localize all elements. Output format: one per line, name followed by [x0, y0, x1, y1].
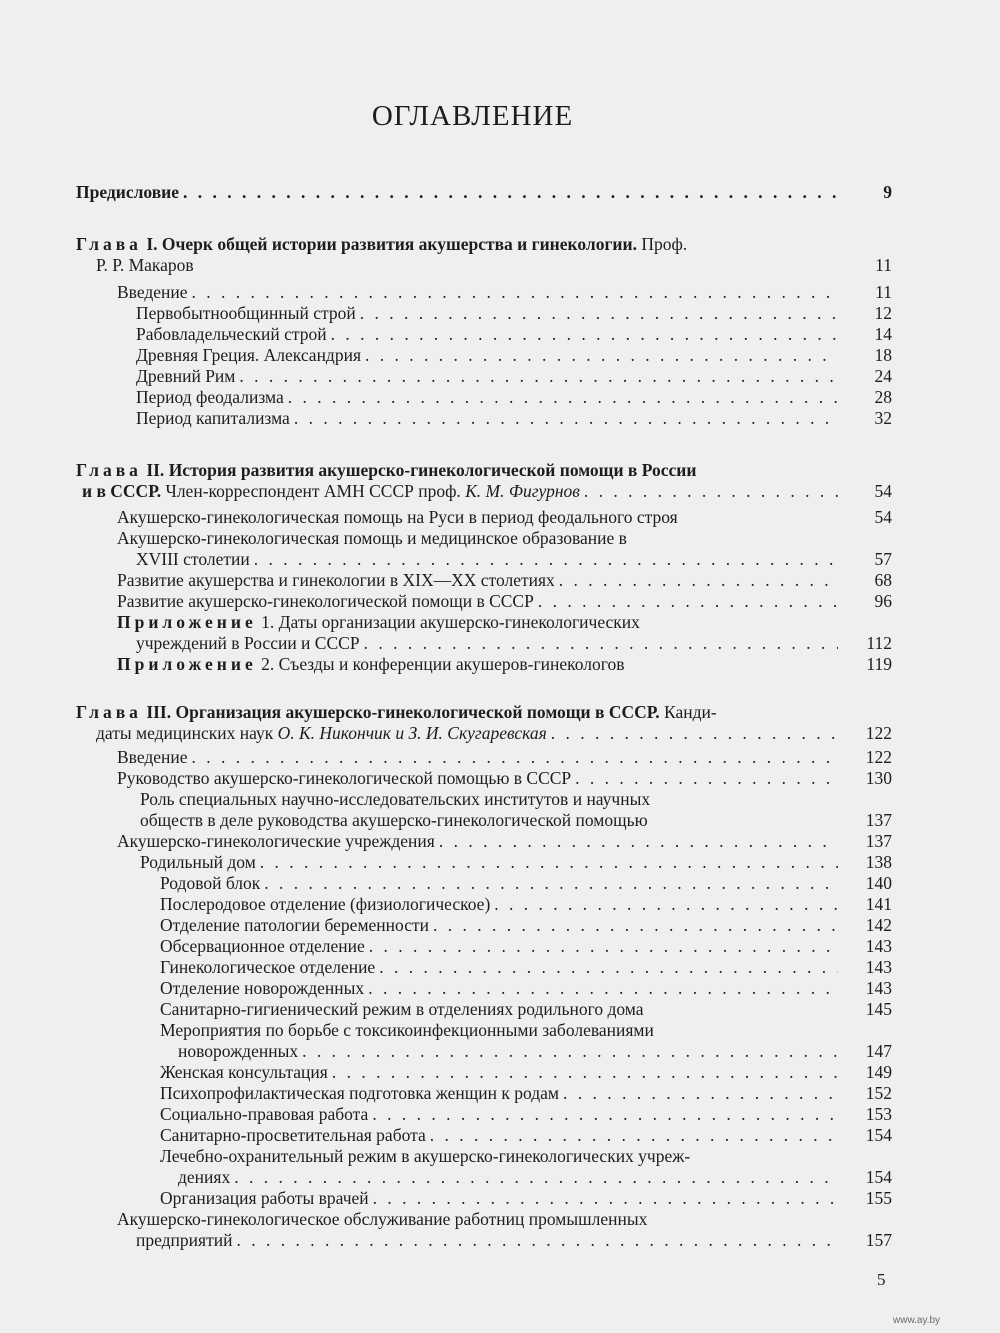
toc-entry-page: 24	[874, 366, 892, 386]
toc-entry-page: 9	[883, 182, 892, 202]
toc-entry[interactable]	[160, 873, 892, 894]
dot-leader	[234, 1167, 838, 1188]
dot-leader	[264, 873, 838, 894]
toc-entry-page: 154	[865, 1125, 892, 1145]
chapter-word: Глава	[76, 702, 142, 722]
toc-entry-text: Родильный дом	[140, 852, 256, 872]
toc-entry-text: Отделение новорожденных	[160, 978, 365, 998]
toc-entry[interactable]	[136, 324, 892, 345]
toc-entry-text: Гинекологическое отделение	[160, 957, 376, 977]
toc-entry-page: 154	[865, 1167, 892, 1187]
toc-entry-page: 54	[874, 481, 892, 501]
toc-entry-text: Акушерско-гинекологическое обслуживание работниц промышленных	[117, 1209, 648, 1229]
dot-leader	[368, 978, 838, 999]
toc-entry-page: 157	[865, 1230, 892, 1250]
toc-entry[interactable]	[117, 612, 892, 654]
toc-entry-text: Руководство акушерско-гинекологической помощью в СССР	[117, 768, 572, 788]
toc-entry-page: 130	[865, 768, 892, 788]
dot-leader	[360, 303, 838, 324]
toc-entry-page: 138	[865, 852, 892, 872]
toc-entry-page: 143	[865, 936, 892, 956]
chapter-2-author-line[interactable]	[82, 481, 892, 502]
chapter-3-author-line[interactable]	[96, 723, 892, 744]
dot-leader	[192, 282, 838, 303]
toc-entry-page: 119	[866, 654, 892, 674]
toc-entry[interactable]	[117, 1209, 892, 1251]
chapter-author: Р. Р. Макаров	[96, 255, 194, 275]
appendix-label: Приложение	[117, 654, 257, 674]
dot-leader	[288, 387, 838, 408]
toc-entry[interactable]	[117, 507, 892, 528]
toc-entry[interactable]	[140, 852, 892, 873]
toc-entry-page: 149	[865, 1062, 892, 1082]
chapter-number: III.	[146, 702, 172, 722]
chapter-number: I.	[146, 234, 158, 254]
toc-entry-page: 141	[865, 894, 892, 914]
dot-leader	[365, 345, 838, 366]
toc-entry-text: Санитарно-просветительная работа	[160, 1125, 426, 1145]
chapter-author-title: Проф.	[641, 234, 688, 254]
toc-entry-text: Первобытнообщинный строй	[136, 303, 356, 323]
dot-leader	[584, 481, 838, 502]
chapter-author: К. М. Фигурнов	[465, 481, 580, 501]
toc-entry-page: 11	[875, 255, 892, 275]
toc-entry-page: 28	[874, 387, 892, 407]
dot-leader	[538, 591, 838, 612]
dot-leader	[239, 366, 838, 387]
dot-leader	[332, 1062, 838, 1083]
toc-entry-text: Акушерско-гинекологическая помощь на Руси в период феодального строя	[117, 507, 678, 527]
toc-entry-text: Период феодализма	[136, 387, 284, 407]
toc-entry-page: 54	[874, 507, 892, 527]
toc-entry-text: Обсервационное отделение	[160, 936, 365, 956]
toc-entry-text-cont: предприятий	[136, 1230, 233, 1250]
dot-leader	[379, 957, 838, 978]
dot-leader	[439, 831, 838, 852]
toc-entry-text: Роль специальных научно-исследовательских институтов и научных	[140, 789, 651, 809]
chapter-author-title: даты медицинских наук	[96, 723, 274, 743]
toc-entry-page: 122	[865, 723, 892, 743]
toc-entry-text: Психопрофилактическая подготовка женщин к родам	[160, 1083, 559, 1103]
dot-leader	[433, 915, 838, 936]
dot-leader	[254, 549, 838, 570]
toc-entry[interactable]	[117, 591, 892, 612]
toc-entry-text: Введение	[117, 282, 188, 302]
toc-entry[interactable]	[160, 1062, 892, 1083]
toc-entry-text: 2. Съезды и конференции акушеров-гинекологов	[261, 654, 625, 674]
toc-entry-page: 147	[865, 1041, 892, 1061]
chapter-author-title: Канди-	[664, 702, 717, 722]
toc-entry[interactable]	[160, 999, 892, 1020]
toc-entry-text-cont: обществ в деле руководства акушерско-гинекологической помощью	[140, 810, 648, 830]
toc-entry-text: Акушерско-гинекологическая помощь и медицинское образование в	[117, 528, 627, 548]
toc-entry-preface[interactable]	[76, 182, 892, 203]
chapter-1-author-line[interactable]	[96, 255, 892, 276]
chapter-title: Организация акушерско-гинекологической помощи в СССР.	[175, 702, 660, 722]
page-title: ОГЛАВЛЕНИЕ	[371, 100, 574, 132]
toc-entry[interactable]	[117, 570, 892, 591]
toc-entry-text: Введение	[117, 747, 188, 767]
toc-entry[interactable]	[160, 936, 892, 957]
toc-entry[interactable]	[160, 915, 892, 936]
toc-entry-page: 112	[866, 633, 892, 653]
toc-entry[interactable]	[160, 957, 892, 978]
dot-leader	[331, 324, 838, 345]
toc-entry[interactable]	[117, 654, 892, 675]
toc-entry-page: 12	[874, 303, 892, 323]
dot-leader	[364, 633, 838, 654]
dot-leader	[494, 894, 838, 915]
toc-entry[interactable]	[160, 1188, 892, 1209]
page-number: 5	[877, 1270, 886, 1289]
toc-entry[interactable]	[160, 1020, 892, 1062]
toc-entry[interactable]	[140, 789, 892, 831]
toc-entry-text: Рабовладельческий строй	[136, 324, 327, 344]
chapter-1-heading[interactable]	[76, 234, 892, 255]
toc-entry-page: 137	[865, 810, 892, 830]
toc-entry-page: 96	[874, 591, 892, 611]
toc-entry-text-cont: новорожденных	[178, 1041, 299, 1061]
dot-leader	[192, 747, 838, 768]
toc-entry-text: Послеродовое отделение (физиологическое)	[160, 894, 491, 914]
toc-entry-page: 18	[874, 345, 892, 365]
chapter-word: Глава	[76, 234, 142, 254]
toc-entry[interactable]	[117, 747, 892, 768]
toc-entry-text-cont: XVIII столетии	[136, 549, 250, 569]
dot-leader	[563, 1083, 838, 1104]
toc-entry[interactable]	[117, 768, 892, 789]
toc-entry-text: Развитие акушерско-гинекологической помощи в СССР	[117, 591, 534, 611]
toc-entry-page: 155	[865, 1188, 892, 1208]
toc-entry-page: 11	[875, 282, 892, 302]
dot-leader	[369, 936, 838, 957]
chapter-number: II.	[146, 460, 165, 480]
toc-entry-page: 153	[865, 1104, 892, 1124]
toc-entry[interactable]	[160, 1125, 892, 1146]
toc-entry-page: 145	[865, 999, 892, 1019]
toc-entry-text: Предисловие	[76, 182, 180, 202]
toc-entry-text: Социально-правовая работа	[160, 1104, 369, 1124]
chapter-title: Очерк общей истории развития акушерства и гинекологии.	[161, 234, 637, 254]
toc-entry[interactable]	[160, 978, 892, 999]
chapter-title: История развития акушерско-гинекологической помощи в России	[168, 460, 697, 480]
toc-entry[interactable]	[136, 366, 892, 387]
toc-entry[interactable]	[136, 387, 892, 408]
dot-leader	[559, 570, 838, 591]
dot-leader	[430, 1125, 838, 1146]
dot-leader	[294, 408, 838, 429]
toc-entry-page: 32	[874, 408, 892, 428]
dot-leader	[260, 852, 838, 873]
dot-leader	[575, 768, 838, 789]
toc-entry-text: Древний Рим	[136, 366, 236, 386]
toc-entry-text: Родовой блок	[160, 873, 261, 893]
toc-entry-text: Санитарно-гигиенический режим в отделениях родильного дома	[160, 999, 644, 1019]
chapter-word: Глава	[76, 460, 142, 480]
dot-leader	[372, 1104, 838, 1125]
toc-entry-text: Мероприятия по борьбе с токсикоинфекционными заболеваниями	[160, 1020, 654, 1040]
toc-entry-text-cont: учреждений в России и СССР	[136, 633, 360, 653]
toc-entry[interactable]	[117, 831, 892, 852]
toc-entry-page: 140	[865, 873, 892, 893]
watermark: www.ay.by	[893, 1315, 941, 1326]
toc-entry[interactable]	[160, 1146, 892, 1188]
dot-leader	[236, 1230, 838, 1251]
toc-entry[interactable]	[136, 408, 892, 429]
toc-entry-text: Акушерско-гинекологические учреждения	[117, 831, 435, 851]
chapter-2-heading[interactable]	[76, 460, 892, 481]
toc-entry[interactable]	[160, 1104, 892, 1125]
dot-leader	[302, 1041, 838, 1062]
toc-entry-text-cont: дениях	[178, 1167, 231, 1187]
toc-entry[interactable]	[160, 1083, 892, 1104]
toc-entry-page: 57	[874, 549, 892, 569]
toc-entry[interactable]	[136, 345, 892, 366]
toc-entry-page: 68	[874, 570, 892, 590]
toc-entry[interactable]	[117, 528, 892, 570]
toc-entry-page: 14	[874, 324, 892, 344]
chapter-3-heading[interactable]	[76, 702, 892, 723]
toc-entry-text: Женская консультация	[160, 1062, 328, 1082]
dot-leader	[183, 182, 838, 203]
toc-entry-page: 143	[865, 957, 892, 977]
chapter-author-title: Член-корреспондент АМН СССР проф.	[165, 481, 461, 501]
toc-entry-page: 142	[865, 915, 892, 935]
toc-entry-text: Организация работы врачей	[160, 1188, 369, 1208]
toc-entry-text: Период капитализма	[136, 408, 290, 428]
dot-leader	[373, 1188, 838, 1209]
toc-entry-text: Отделение патологии беременности	[160, 915, 429, 935]
chapter-title-cont: и в СССР.	[82, 481, 162, 501]
toc-entry-page: 152	[865, 1083, 892, 1103]
toc-entry-text: Развитие акушерства и гинекологии в XIX—XX столетиях	[117, 570, 555, 590]
toc-entry-text: Лечебно-охранительный режим в акушерско-гинекологических учреж-	[160, 1146, 691, 1166]
toc-entry-page: 137	[865, 831, 892, 851]
toc-entry-page: 143	[865, 978, 892, 998]
appendix-label: Приложение	[117, 612, 257, 632]
toc-entry-page: 122	[865, 747, 892, 767]
toc-entry[interactable]	[117, 282, 892, 303]
toc-entry[interactable]	[136, 303, 892, 324]
toc-entry-text: 1. Даты организации акушерско-гинекологических	[261, 612, 640, 632]
dot-leader	[551, 723, 838, 744]
toc-entry[interactable]	[160, 894, 892, 915]
toc-entry-text: Древняя Греция. Александрия	[136, 345, 362, 365]
chapter-author: О. К. Никончик и З. И. Скугаревская	[277, 723, 547, 743]
